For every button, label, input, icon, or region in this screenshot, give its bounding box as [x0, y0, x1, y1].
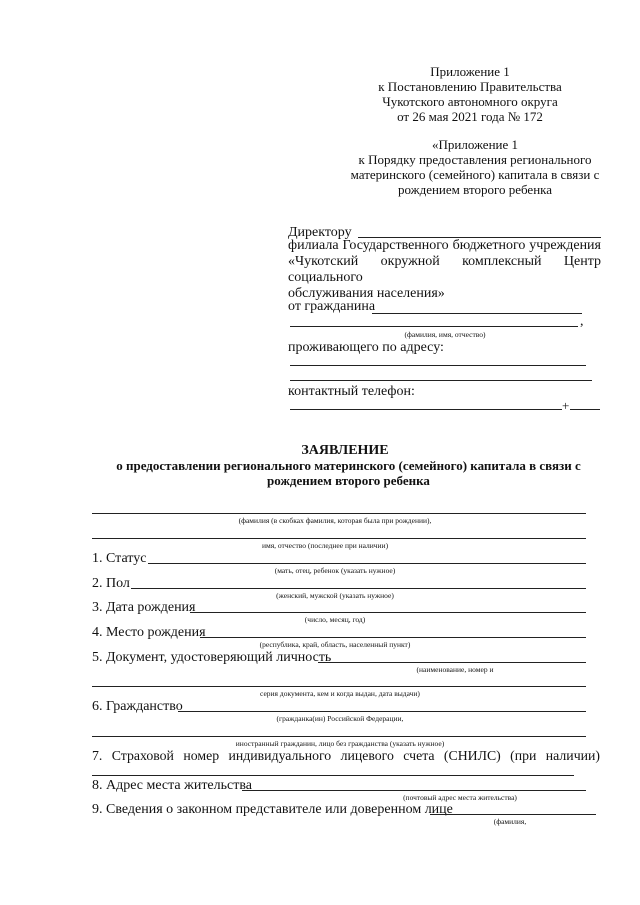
- citizenship-hint-2: иностранный гражданин, лицо без гражданства (указать нужное): [235, 739, 445, 748]
- snils-label: 7. Страховой номер индивидуального лицевого счета (СНИЛС) (при наличии): [92, 748, 600, 763]
- representative-field[interactable]: [430, 814, 596, 815]
- appendix-inner-line: «Приложение 1: [431, 137, 519, 152]
- status-field[interactable]: [148, 563, 586, 564]
- citizenship-hint: (гражданка(ин) Российской Федерации,: [276, 714, 404, 723]
- residence-address-field[interactable]: [242, 790, 586, 791]
- organization-name: [288, 238, 601, 302]
- pob-label: 4. Место рождения: [92, 625, 206, 640]
- id-document-field-2[interactable]: [92, 686, 586, 687]
- appendix-header: [340, 64, 600, 124]
- status-hint: (мать, отец, ребенок (указать нужное): [274, 566, 396, 575]
- appendix-line: к Постановлению Правительства: [378, 79, 562, 94]
- citizenship-field[interactable]: [178, 711, 586, 712]
- name-field[interactable]: [92, 538, 586, 539]
- dob-label: 3. Дата рождения: [92, 600, 196, 615]
- citizen-name-field[interactable]: [372, 313, 582, 314]
- director-label: Директору: [288, 225, 352, 240]
- appendix-inner-line: к Порядку предоставления регионального: [358, 152, 592, 167]
- pob-hint: (республика, край, область, населенный пункт): [259, 640, 411, 649]
- address-field-1[interactable]: [290, 365, 586, 366]
- status-label: 1. Статус: [92, 551, 147, 566]
- sex-hint: (женский, мужской (указать нужное): [276, 591, 394, 600]
- document-title: ЗАЯВЛЕНИЕ: [301, 443, 389, 458]
- appendix-date: от 26 мая 2021 года № 172: [397, 109, 543, 124]
- pob-field[interactable]: [200, 637, 586, 638]
- citizen-name-field-2[interactable]: [290, 326, 578, 327]
- sex-field[interactable]: [131, 588, 586, 589]
- appendix-line: Приложение 1: [430, 64, 510, 79]
- id-document-field[interactable]: [318, 662, 586, 663]
- citizenship-label: 6. Гражданство: [92, 699, 183, 714]
- surname-hint: (фамилия (в скобках фамилия, которая была при рождении),: [238, 516, 432, 525]
- document-subtitle: рождением второго ребенка: [267, 473, 430, 488]
- org-line: филиала Государственного бюджетного учреждения: [288, 238, 601, 253]
- org-line: «Чукотский окружной комплексный Центр социального: [288, 254, 601, 285]
- citizenship-field-2[interactable]: [92, 736, 586, 737]
- name-hint: имя, отчество (последнее при наличии): [261, 541, 389, 550]
- id-document-hint: (наименование, номер и: [416, 665, 494, 674]
- document-subtitle: о предоставлении регионального материнского (семейного) капитала в связи с: [116, 458, 581, 473]
- appendix-inner-line: материнского (семейного) капитала в связи с: [350, 167, 600, 182]
- residence-address-label: 8. Адрес места жительства: [92, 778, 252, 793]
- sex-label: 2. Пол: [92, 576, 130, 591]
- surname-field[interactable]: [92, 513, 586, 514]
- phone-plus: +: [562, 398, 570, 413]
- snils-field[interactable]: [92, 775, 574, 776]
- comma: ,: [580, 314, 584, 329]
- dob-field[interactable]: [190, 612, 586, 613]
- phone-label: контактный телефон:: [288, 384, 415, 399]
- appendix-inner-line: рождением второго ребенка: [397, 182, 553, 197]
- appendix-line: Чукотского автономного округа: [382, 94, 558, 109]
- fio-hint: (фамилия, имя, отчество): [404, 330, 486, 339]
- phone-ext-field[interactable]: [570, 409, 600, 410]
- residence-address-hint: (почтовый адрес места жительства): [403, 793, 517, 802]
- address-label: проживающего по адресу:: [288, 340, 444, 355]
- representative-label: 9. Сведения о законном представителе или доверенном лице: [92, 802, 453, 817]
- id-document-label: 5. Документ, удостоверяющий личность: [92, 650, 332, 665]
- representative-hint: (фамилия,: [493, 817, 527, 826]
- address-field-2[interactable]: [290, 380, 592, 381]
- phone-field[interactable]: [290, 409, 562, 410]
- id-document-hint-2: серия документа, кем и когда выдан, дата выдачи): [260, 689, 420, 698]
- from-citizen-label: от гражданина: [288, 299, 376, 314]
- org-line: обслуживания населения»: [288, 286, 445, 301]
- dob-hint: (число, месяц, год): [304, 615, 366, 624]
- appendix-inner-header: [330, 137, 620, 197]
